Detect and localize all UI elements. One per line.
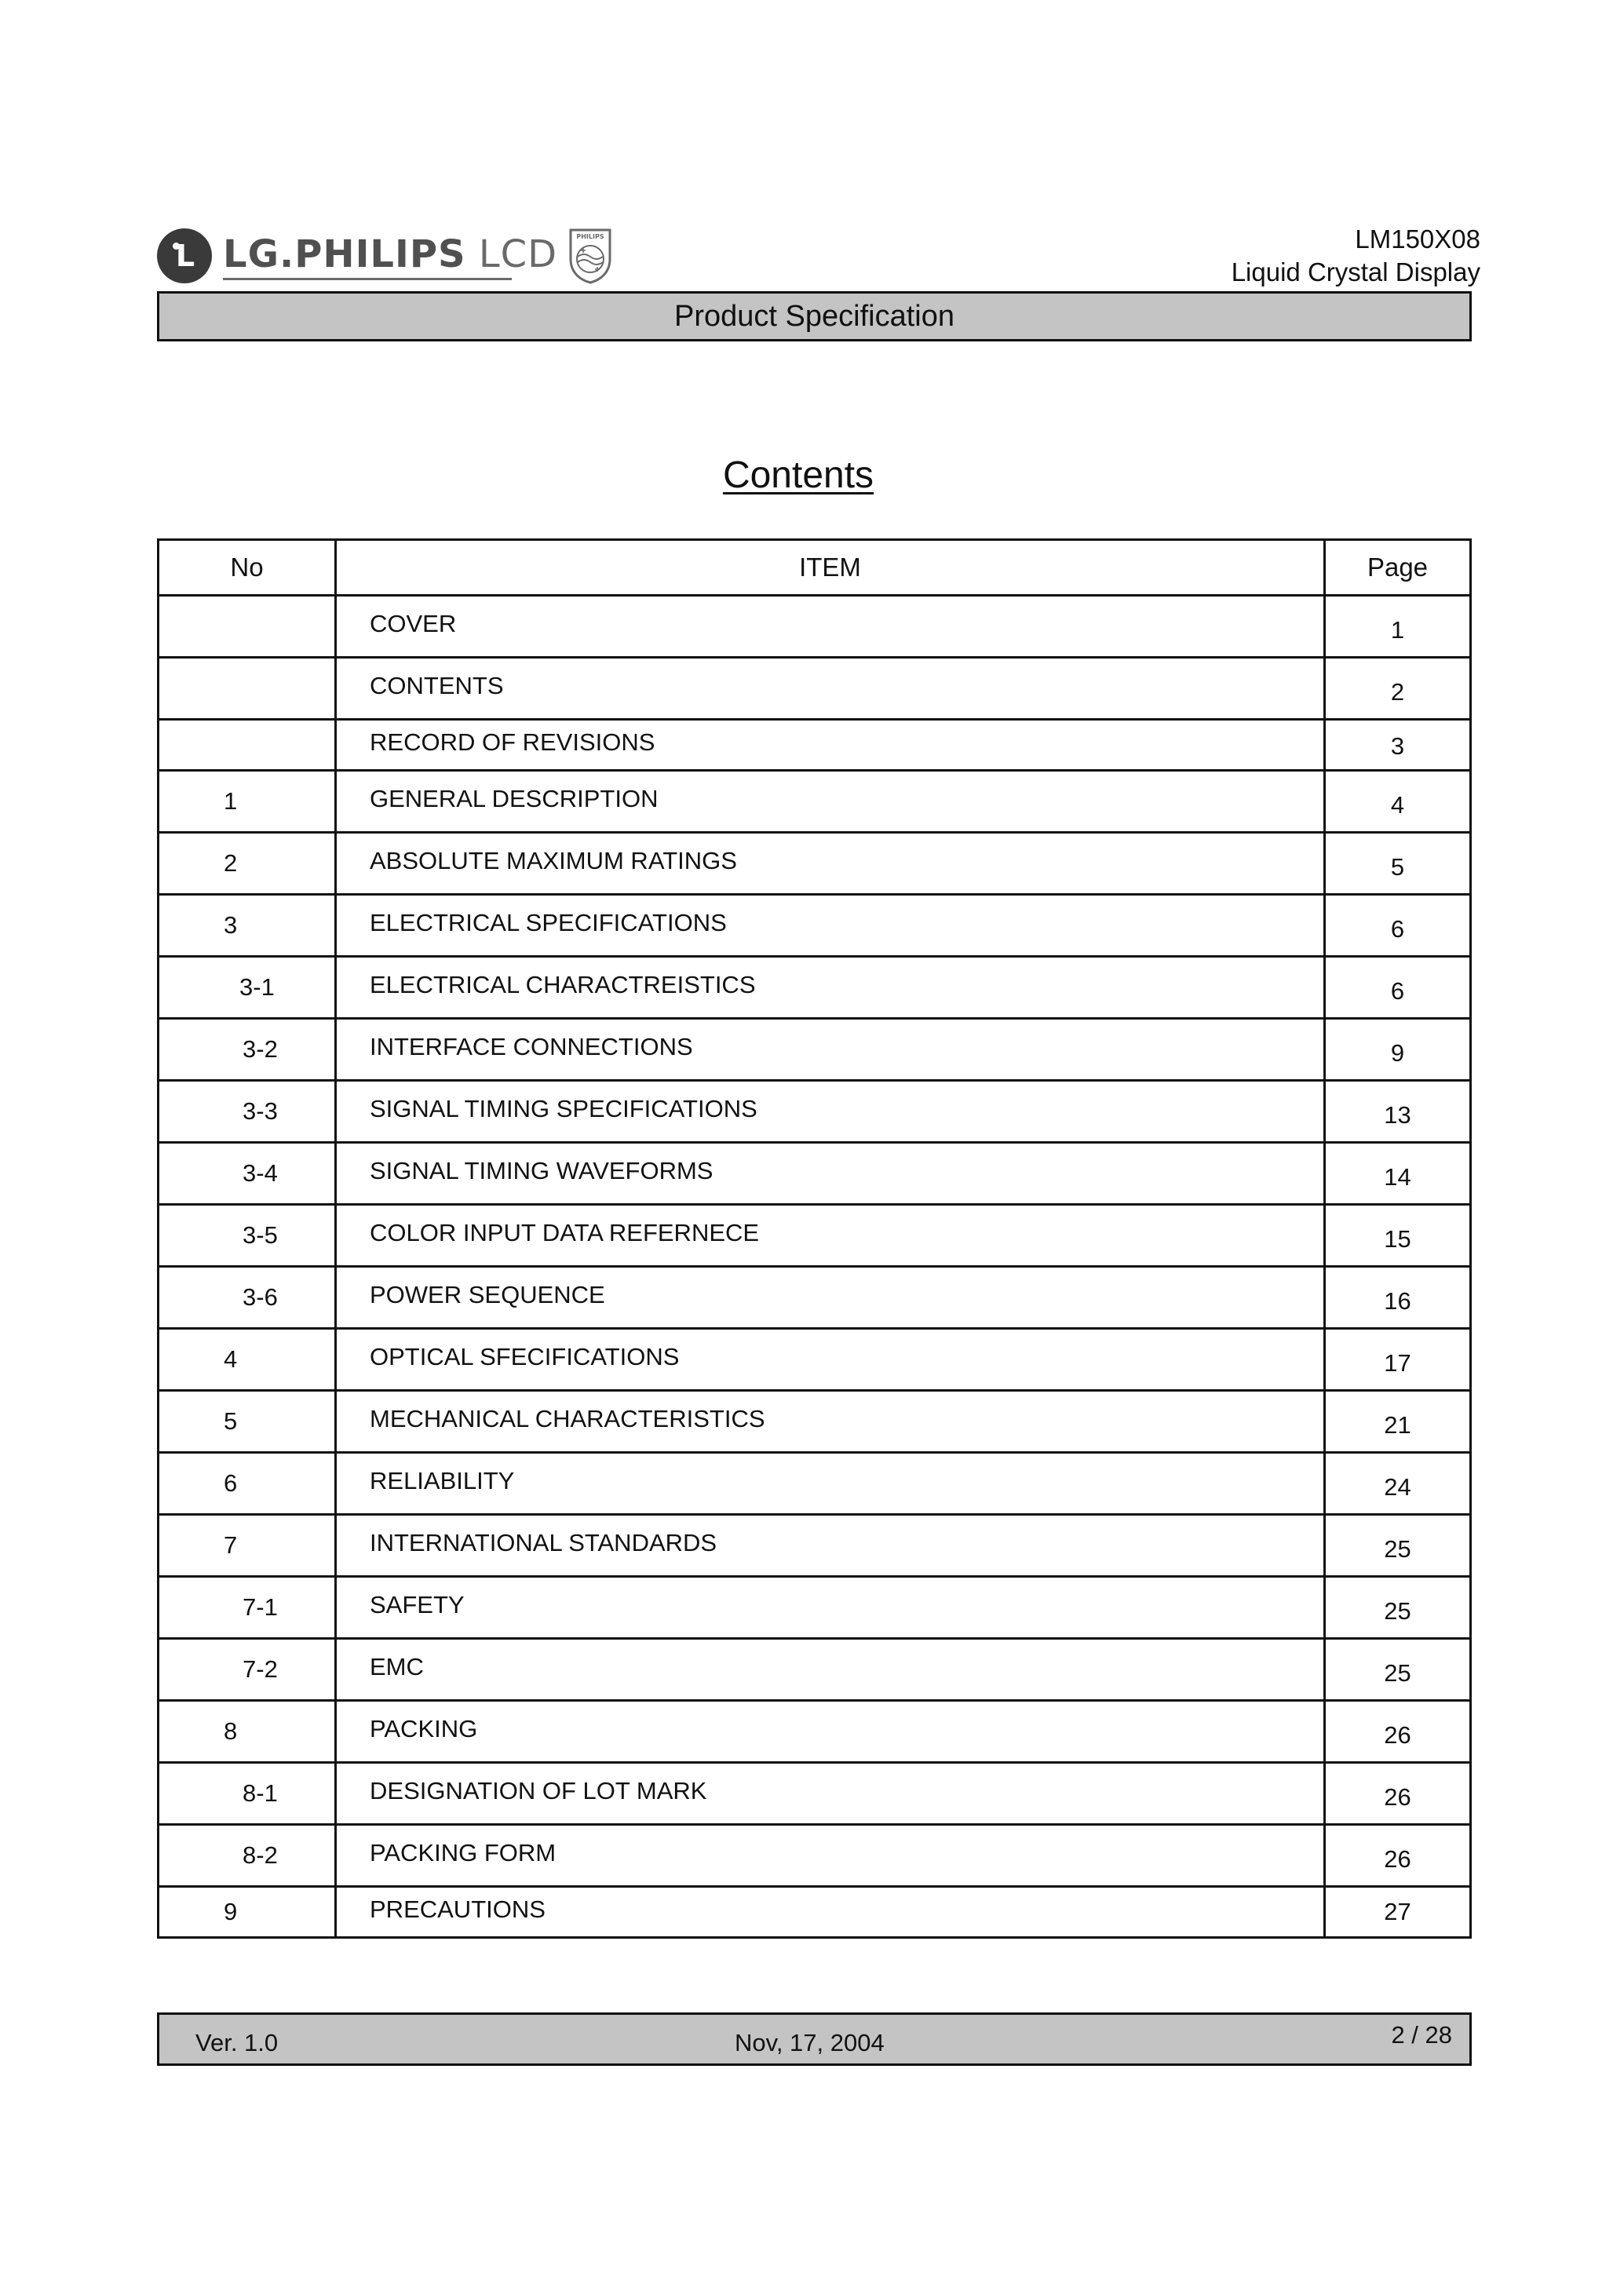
row-item: INTERNATIONAL STANDARDS <box>336 1515 1325 1577</box>
table-row <box>159 1763 1471 1825</box>
row-item: MECHANICAL CHARACTERISTICS <box>336 1391 1325 1453</box>
lg-face-icon <box>157 228 212 283</box>
row-no: 8-1 <box>159 1763 336 1825</box>
row-page: 16 <box>1325 1267 1471 1329</box>
logo-brand-text: LG.PHILIPS <box>223 232 466 276</box>
logo-wordmark <box>223 232 557 280</box>
row-page: 5 <box>1325 833 1471 895</box>
row-page: 26 <box>1325 1763 1471 1825</box>
row-no: 5 <box>159 1391 336 1453</box>
row-no <box>159 720 336 771</box>
table-row <box>159 1391 1471 1453</box>
row-item: RECORD OF REVISIONS <box>336 720 1325 771</box>
row-no: 6 <box>159 1453 336 1515</box>
row-page: 25 <box>1325 1515 1471 1577</box>
row-item: PACKING FORM <box>336 1825 1325 1887</box>
row-item: ELECTRICAL CHARACTREISTICS <box>336 957 1325 1019</box>
table-row <box>159 1205 1471 1267</box>
page-footer <box>157 2012 1472 2066</box>
row-no: 8 <box>159 1701 336 1763</box>
row-no: 7 <box>159 1515 336 1577</box>
row-page: 13 <box>1325 1081 1471 1143</box>
row-item: EMC <box>336 1639 1325 1701</box>
row-page: 4 <box>1325 771 1471 833</box>
row-no: 3-4 <box>159 1143 336 1205</box>
row-no: 3-3 <box>159 1081 336 1143</box>
table-row <box>159 1143 1471 1205</box>
shield-label: PHILIPS <box>576 233 604 240</box>
contents-table <box>157 538 1472 1939</box>
table-header-row <box>159 540 1471 596</box>
table-row <box>159 1887 1471 1938</box>
logo-underline <box>223 278 512 280</box>
table-row <box>159 1577 1471 1639</box>
table-row <box>159 1639 1471 1701</box>
row-item: OPTICAL SFECIFICATIONS <box>336 1329 1325 1391</box>
row-no <box>159 658 336 720</box>
table-row <box>159 1019 1471 1081</box>
column-header-no: No <box>159 540 336 596</box>
row-item: RELIABILITY <box>336 1453 1325 1515</box>
row-item: SIGNAL TIMING WAVEFORMS <box>336 1143 1325 1205</box>
column-header-item: ITEM <box>336 540 1325 596</box>
product-type: Liquid Crystal Display <box>1231 257 1480 286</box>
logo-suffix-text: LCD <box>478 232 558 276</box>
row-page: 6 <box>1325 957 1471 1019</box>
row-no: 1 <box>159 771 336 833</box>
table-row <box>159 1515 1471 1577</box>
table-row <box>159 895 1471 957</box>
contents-heading <box>0 454 1597 498</box>
table-row <box>159 720 1471 771</box>
spec-title-bar <box>157 291 1472 341</box>
row-no: 3 <box>159 895 336 957</box>
footer-date: Nov, 17, 2004 <box>735 2029 885 2056</box>
table-row <box>159 658 1471 720</box>
row-page: 26 <box>1325 1825 1471 1887</box>
row-item: POWER SEQUENCE <box>336 1267 1325 1329</box>
row-page: 21 <box>1325 1391 1471 1453</box>
table-row <box>159 771 1471 833</box>
row-page: 24 <box>1325 1453 1471 1515</box>
row-item: GENERAL DESCRIPTION <box>336 771 1325 833</box>
row-item: COVER <box>336 596 1325 658</box>
row-item: CONTENTS <box>336 658 1325 720</box>
row-page: 6 <box>1325 895 1471 957</box>
logo-text <box>223 232 557 276</box>
table-row <box>159 1825 1471 1887</box>
row-item: ABSOLUTE MAXIMUM RATINGS <box>336 833 1325 895</box>
row-item: PRECAUTIONS <box>336 1887 1325 1938</box>
philips-shield-icon <box>568 228 612 284</box>
row-no: 4 <box>159 1329 336 1391</box>
row-no: 2 <box>159 833 336 895</box>
row-no: 7-2 <box>159 1639 336 1701</box>
row-no: 9 <box>159 1887 336 1938</box>
row-page: 2 <box>1325 658 1471 720</box>
row-page: 1 <box>1325 596 1471 658</box>
company-logo <box>157 226 612 286</box>
row-page: 27 <box>1325 1887 1471 1938</box>
model-number: LM150X08 <box>1355 224 1480 254</box>
row-no: 3-5 <box>159 1205 336 1267</box>
spec-title: Product Specification <box>674 300 954 333</box>
row-no: 7-1 <box>159 1577 336 1639</box>
row-page: 26 <box>1325 1701 1471 1763</box>
footer-page-indicator: 2 / 28 <box>1391 2021 1452 2049</box>
lg-logo-glyph: L <box>175 239 195 273</box>
table-row <box>159 1453 1471 1515</box>
contents-heading-text: Contents <box>722 454 874 496</box>
row-item: INTERFACE CONNECTIONS <box>336 1019 1325 1081</box>
table-row <box>159 596 1471 658</box>
row-page: 25 <box>1325 1577 1471 1639</box>
table-row <box>159 957 1471 1019</box>
footer-version: Ver. 1.0 <box>195 2029 279 2056</box>
row-item: COLOR INPUT DATA REFERNECE <box>336 1205 1325 1267</box>
row-item: DESIGNATION OF LOT MARK <box>336 1763 1325 1825</box>
table-row <box>159 1701 1471 1763</box>
row-item: SAFETY <box>336 1577 1325 1639</box>
row-page: 9 <box>1325 1019 1471 1081</box>
table-row <box>159 1267 1471 1329</box>
row-no: 3-6 <box>159 1267 336 1329</box>
model-block <box>1232 223 1480 289</box>
row-page: 3 <box>1325 720 1471 771</box>
row-item: PACKING <box>336 1701 1325 1763</box>
row-page: 17 <box>1325 1329 1471 1391</box>
row-no: 8-2 <box>159 1825 336 1887</box>
table-row <box>159 833 1471 895</box>
row-page: 25 <box>1325 1639 1471 1701</box>
row-no: 3-1 <box>159 957 336 1019</box>
row-page: 14 <box>1325 1143 1471 1205</box>
row-no: 3-2 <box>159 1019 336 1081</box>
row-item: ELECTRICAL SPECIFICATIONS <box>336 895 1325 957</box>
table-row <box>159 1081 1471 1143</box>
row-no <box>159 596 336 658</box>
row-page: 15 <box>1325 1205 1471 1267</box>
column-header-page: Page <box>1325 540 1471 596</box>
row-item: SIGNAL TIMING SPECIFICATIONS <box>336 1081 1325 1143</box>
table-row <box>159 1329 1471 1391</box>
